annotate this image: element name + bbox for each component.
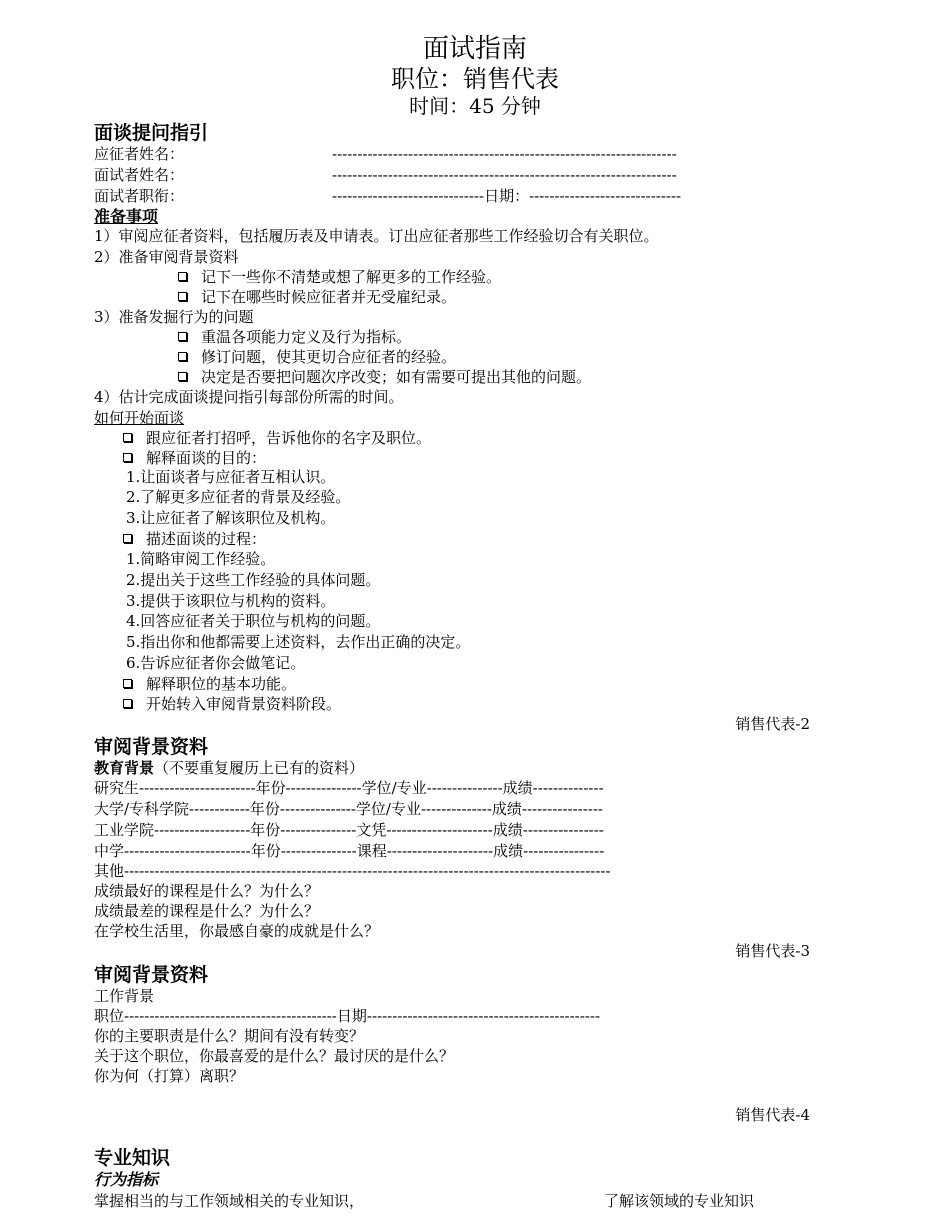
prep-item-2: 2）准备审阅背景资料 [94, 248, 239, 266]
title-blank-line: ------------------------------ [332, 187, 485, 205]
prep-item-2-bullet-b [178, 290, 456, 305]
date-label: 日期： [484, 187, 530, 205]
document-title: 面试指南 [422, 34, 527, 64]
start-bullet-5 [123, 697, 341, 712]
education-question-2: 成绩最差的课程是什么？为什么？ [94, 902, 320, 920]
education-row-university: 大学/专科学院------------年份---------------学位/专业--------------成绩---------------- [94, 800, 604, 818]
position-subtitle: 职位：销售代表 [391, 65, 559, 93]
knowledge-indicator-right: 了解该领域的专业知识 [604, 1192, 755, 1210]
checkbox-bullet-icon [178, 292, 187, 301]
work-row-position-date: 职位------------------------------------------日期---------------------------------------------- [94, 1007, 601, 1025]
education-section-heading: 审阅背景资料 [94, 736, 209, 758]
education-question-3: 在学校生活里，你最感自豪的成就是什么？ [94, 922, 380, 940]
start-bullet-3-item-6: 6.告诉应征者你会做笔记。 [126, 654, 306, 672]
education-row-secondary: 中学-------------------------年份---------------课程---------------------成绩---------------- [94, 842, 605, 860]
education-subheading-note: （不要重复履历上已有的资料） [154, 759, 365, 777]
start-heading: 如何开始面谈 [94, 409, 185, 427]
candidate-name-blank: -------------------------------------------------------------------- [332, 145, 677, 163]
bullet-text: 重温各项能力定义及行为指标。 [201, 328, 412, 346]
time-subtitle: 时间：45 分钟 [409, 94, 541, 118]
interviewer-name-label: 面试者姓名： [94, 166, 185, 184]
start-bullet-2-item-2: 2.了解更多应征者的背景及经验。 [126, 488, 351, 506]
education-row-other: 其他------------------------------------------------------------------------------------------------ [94, 862, 611, 880]
interviewer-name-blank: -------------------------------------------------------------------- [332, 166, 677, 184]
prep-item-3-bullet-b [178, 350, 456, 365]
education-row-polytechnic: 工业学院-------------------年份---------------文凭---------------------成绩---------------- [94, 821, 604, 839]
bullet-text: 开始转入审阅背景资料阶段。 [146, 695, 342, 713]
education-question-1: 成绩最好的课程是什么？为什么？ [94, 882, 320, 900]
checkbox-bullet-icon [178, 352, 187, 361]
interviewer-title-label: 面试者职衔： [94, 187, 185, 205]
start-bullet-3 [123, 532, 266, 547]
prep-item-3-bullet-c [178, 370, 591, 385]
checkbox-bullet-icon [123, 534, 132, 543]
checkbox-bullet-icon [123, 699, 132, 708]
interviewer-title-blank [332, 189, 681, 204]
start-bullet-3-item-2: 2.提出关于这些工作经验的具体问题。 [126, 571, 381, 589]
bullet-text: 解释职位的基本功能。 [146, 675, 297, 693]
education-row-graduate: 研究生-----------------------年份---------------学位/专业---------------成绩-------------- [94, 779, 604, 797]
guide-heading: 面谈提问指引 [94, 122, 209, 144]
work-question-3: 你为何（打算）离职？ [94, 1067, 245, 1085]
bullet-text: 记下一些你不清楚或想了解更多的工作经验。 [201, 268, 502, 286]
work-subheading: 工作背景 [94, 987, 155, 1005]
checkbox-bullet-icon [123, 679, 132, 688]
start-bullet-4 [123, 677, 296, 692]
prep-item-4: 4）估计完成面谈提问指引每部份所需的时间。 [94, 388, 404, 406]
bullet-text: 修订问题，使其更切合应征者的经验。 [201, 348, 457, 366]
knowledge-indicator-left: 掌握相当的与工作领域相关的专业知识， [94, 1192, 365, 1210]
checkbox-bullet-icon [178, 372, 187, 381]
checkbox-bullet-icon [123, 453, 132, 462]
start-bullet-3-item-5: 5.指出你和他都需要上述资料，去作出正确的决定。 [126, 633, 471, 651]
bullet-text: 解释面谈的目的： [146, 449, 267, 467]
start-bullet-1 [123, 431, 431, 446]
checkbox-bullet-icon [178, 332, 187, 341]
checkbox-bullet-icon [123, 433, 132, 442]
start-bullet-2 [123, 451, 266, 466]
candidate-name-label: 应征者姓名： [94, 145, 185, 163]
work-question-1: 你的主要职责是什么？期间有没有转变？ [94, 1027, 365, 1045]
education-subheading [94, 761, 364, 776]
date-blank-line: ------------------------------ [529, 187, 682, 205]
start-bullet-3-item-3: 3.提供于该职位与机构的资料。 [126, 592, 336, 610]
prep-item-2-bullet-a [178, 270, 501, 285]
start-bullet-2-item-3: 3.让应征者了解该职位及机构。 [126, 509, 336, 527]
start-bullet-3-item-4: 4.回答应征者关于职位与机构的问题。 [126, 612, 381, 630]
work-section-heading: 审阅背景资料 [94, 964, 209, 986]
knowledge-subheading: 行为指标 [94, 1170, 159, 1189]
education-subheading-bold: 教育背景 [94, 759, 155, 777]
bullet-text: 决定是否要把问题次序改变；如有需要可提出其他的问题。 [201, 368, 592, 386]
start-bullet-3-item-1: 1.简略审阅工作经验。 [126, 550, 276, 568]
prep-item-3: 3）准备发掘行为的问题 [94, 308, 254, 326]
page-label-3: 销售代表-3 [735, 942, 810, 960]
bullet-text: 跟应征者打招呼，告诉他你的名字及职位。 [146, 429, 432, 447]
work-question-2: 关于这个职位，你最喜爱的是什么？最讨厌的是什么？ [94, 1047, 455, 1065]
knowledge-section-heading: 专业知识 [94, 1147, 171, 1169]
page-label-4: 销售代表-4 [735, 1106, 810, 1124]
prep-item-1: 1）审阅应征者资料，包括履历表及申请表。订出应征者那些工作经验切合有关职位。 [94, 227, 659, 245]
page-label-2: 销售代表-2 [735, 715, 810, 733]
start-bullet-2-item-1: 1.让面谈者与应征者互相认识。 [126, 468, 336, 486]
bullet-text: 记下在哪些时候应征者并无受雇纪录。 [201, 288, 457, 306]
prep-item-3-bullet-a [178, 330, 411, 345]
checkbox-bullet-icon [178, 272, 187, 281]
prep-heading: 准备事项 [94, 207, 159, 226]
bullet-text: 描述面谈的过程： [146, 530, 267, 548]
